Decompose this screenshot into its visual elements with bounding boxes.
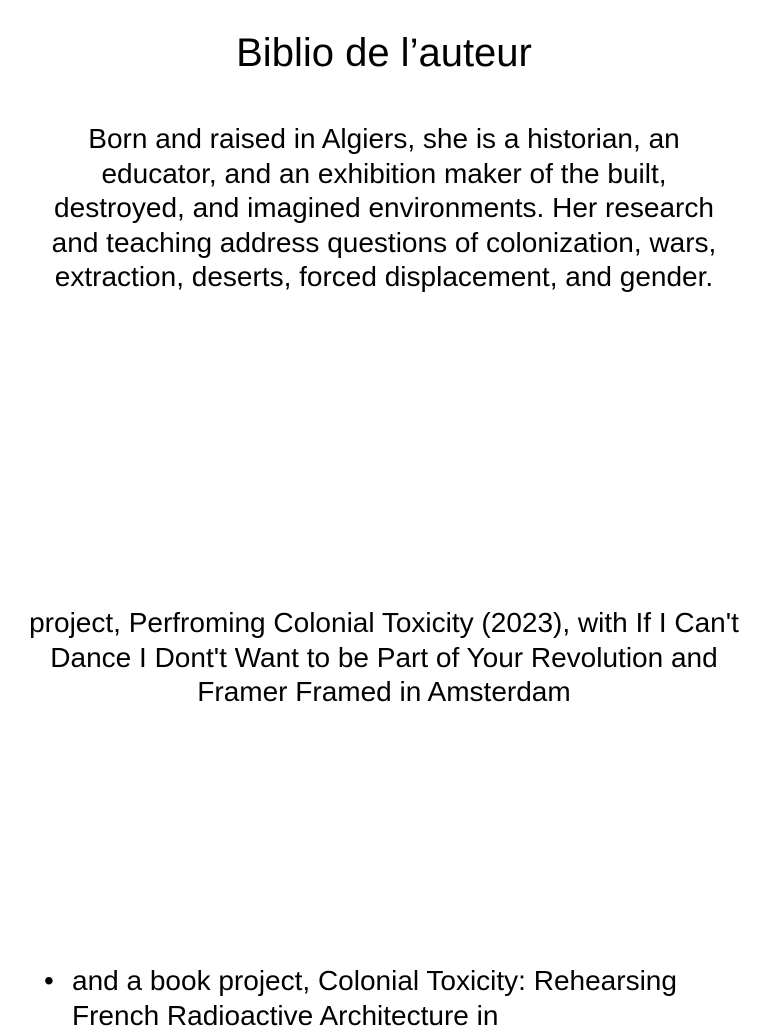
page-title: Biblio de l’auteur [236,31,532,75]
bullet-text: and a book project, Colonial Toxicity: Rehearsing French Radioactive Architecture in [72,965,677,1031]
bio-paragraph: Born and raised in Algiers, she is a historian, an educator, and an exhibition maker of the built, destroyed, and imagined environments. Her research and teaching address questions of colonization, wars, extraction, deserts, forced displacement, and gender. [51,123,717,293]
list-item [0,964,768,1033]
project-paragraph: project, Perfroming Colonial Toxicity (2023), with If I Can't Dance I Dont't Want to be Part of Your Revolution and Framer Framed in Amsterdam [29,607,739,708]
bullet-list [0,964,768,1033]
bullet-marker: • [44,965,54,996]
